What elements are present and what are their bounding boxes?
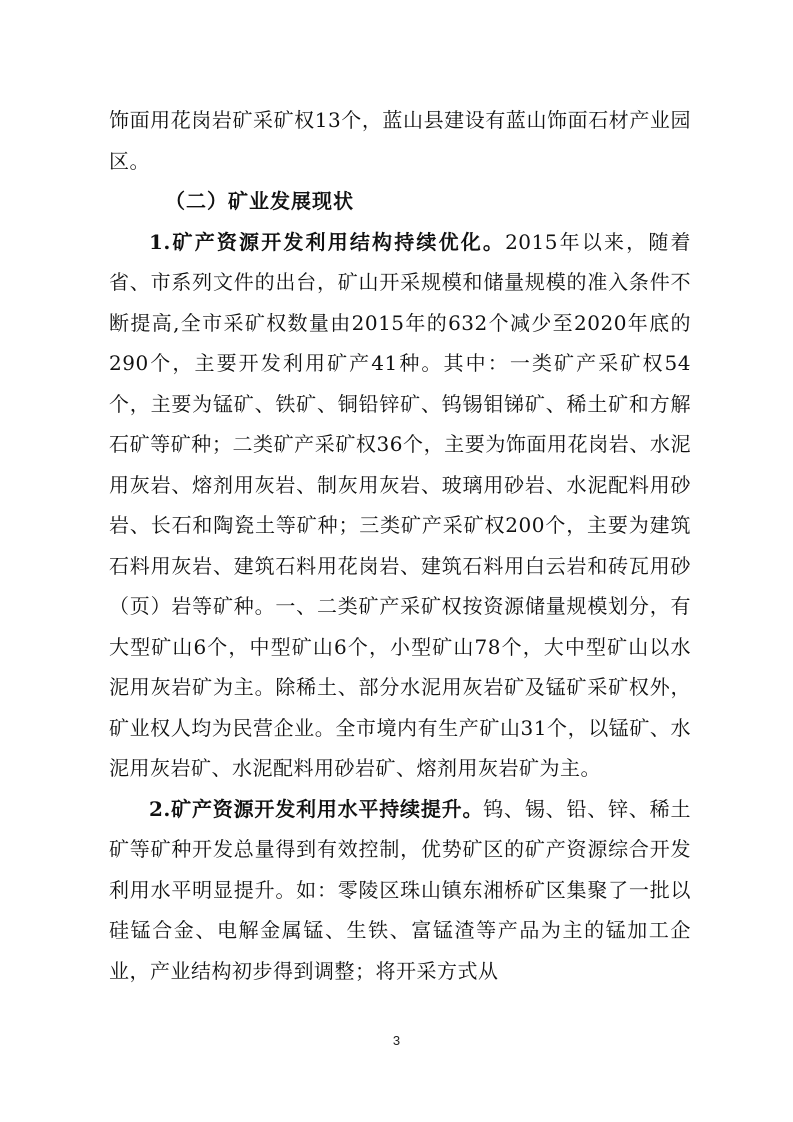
paragraph-structure-optimization — [109, 222, 691, 789]
paragraph-lead-title: 2.矿产资源开发利用水平持续提升。 — [149, 796, 484, 821]
paragraph-continuation: 饰面用花岗岩矿采矿权13个，蓝山县建设有蓝山饰面石材产业园区。 — [109, 108, 691, 173]
paragraph-level-improvement — [109, 789, 691, 992]
document-body — [109, 100, 691, 991]
paragraph-lead-title: 1.矿产资源开发利用结构持续优化。 — [149, 229, 506, 254]
page-number: 3 — [392, 1033, 401, 1048]
paragraph-body-text: 2015年以来，随着省、市系列文件的出台，矿山开采规模和储量规模的准入条件不断提高,全市采矿权数量由2015年的632个减少至2020年底的290个，主要开发利用矿产41种。其中：一类矿产采矿权54个，主要为锰矿、铁矿、铜铅锌矿、钨锡钼锑矿、稀土矿和方解石矿等矿种；二类矿产采矿权36个，主要为饰面用花岗岩、水泥用灰岩、熔剂用灰岩、制灰用灰岩、玻璃用砂岩、水泥配料用砂岩、长石和陶瓷土等矿种；三类矿产采矿权200个，主要为建筑石料用灰岩、建筑石料用花岗岩、建筑石料用白云岩和砖瓦用砂（页）岩等矿种。一、二类矿产采矿权按资源储量规模划分，有大型矿山6个，中型矿山6个，小型矿山78个，大中型矿山以水泥用灰岩矿为主。除稀土、部分水泥用灰岩矿及锰矿采矿权外，矿业权人均为民营企业。全市境内有生产矿山31个，以锰矿、水泥用灰岩矿、水泥配料用砂岩矿、熔剂用灰岩矿为主。 — [109, 229, 691, 780]
section-heading: （二）矿业发展现状 — [165, 189, 354, 213]
paragraph-body-text: 钨、锡、铅、锌、稀土矿等矿种开发总量得到有效控制，优势矿区的矿产资源综合开发利用水平明显提升。如：零陵区珠山镇东湘桥矿区集聚了一批以硅锰合金、电解金属锰、生铁、富锰渣等产品为主的锰加工企业，产业结构初步得到调整；将开采方式从 — [109, 796, 691, 983]
